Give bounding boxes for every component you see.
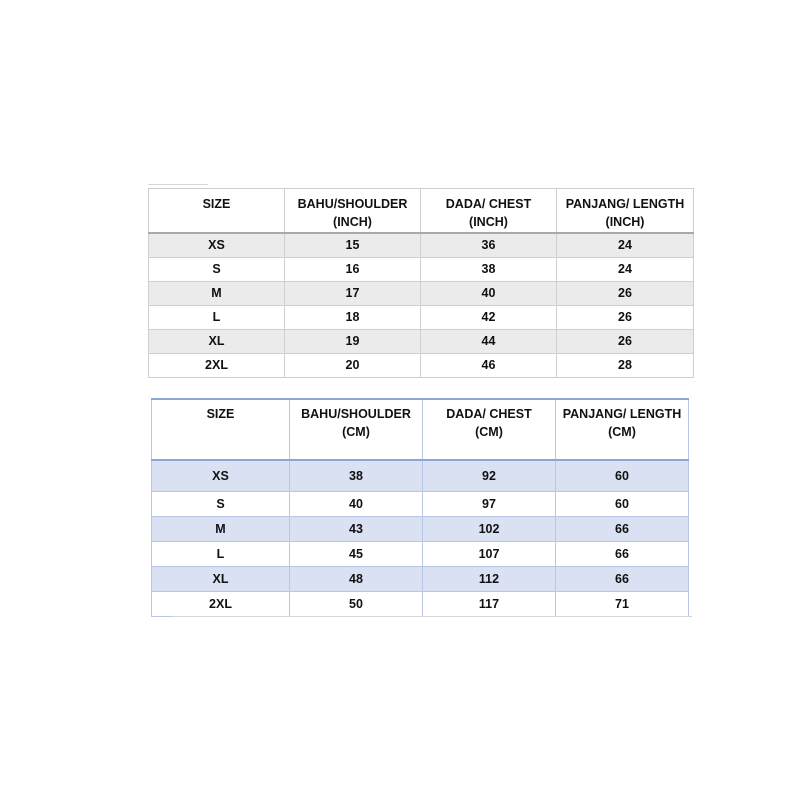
size-chart-inch-table [148,188,694,378]
length-cell: 26 [557,305,694,329]
length-cell: 26 [557,281,694,305]
size-cell: S [152,492,290,517]
chest-cell: 44 [421,329,557,353]
header-row [152,399,689,460]
shoulder-cell: 17 [285,281,421,305]
size-cell: 2XL [149,353,285,377]
header-size [152,399,290,460]
header-label: DADA/ CHEST [445,197,532,211]
header-chest [421,189,557,233]
table-row [152,492,689,517]
length-cell: 71 [556,592,689,617]
table-row [152,592,689,617]
header-unit: (INCH) [333,215,372,229]
chest-cell: 42 [421,305,557,329]
table-row [149,257,694,281]
chest-cell: 40 [421,281,557,305]
header-size [149,189,285,233]
size-cell: 2XL [152,592,290,617]
size-cell: XL [149,329,285,353]
length-cell: 66 [556,567,689,592]
size-cell: M [149,281,285,305]
table-row [149,233,694,258]
header-label: BAHU/SHOULDER [297,197,408,211]
table-row [149,305,694,329]
table-row [149,281,694,305]
shoulder-cell: 19 [285,329,421,353]
shoulder-cell: 20 [285,353,421,377]
size-chart-cm-table [151,398,689,617]
chest-cell: 107 [423,542,556,567]
size-cell: XL [152,567,290,592]
shoulder-cell: 45 [290,542,423,567]
table-row [149,353,694,377]
header-label: DADA/ CHEST [446,407,532,421]
size-cell: L [149,305,285,329]
size-cell: L [152,542,290,567]
shoulder-cell: 48 [290,567,423,592]
header-unit: (CM) [608,425,636,439]
bottom-rule [172,616,692,617]
header-chest [423,399,556,460]
header-shoulder [290,399,423,460]
header-row [149,189,694,233]
size-cell: S [149,257,285,281]
header-label: SIZE [202,197,231,211]
header-unit: (CM) [342,425,370,439]
header-unit: (CM) [475,425,503,439]
table-row [149,329,694,353]
header-label: BAHU/SHOULDER [301,407,411,421]
header-length [556,399,689,460]
header-length [557,189,694,233]
header-shoulder [285,189,421,233]
length-cell: 66 [556,542,689,567]
length-cell: 24 [557,257,694,281]
shoulder-cell: 16 [285,257,421,281]
length-cell: 28 [557,353,694,377]
header-unit: (INCH) [605,215,645,229]
size-cell: XS [149,233,285,258]
shoulder-cell: 50 [290,592,423,617]
shoulder-cell: 18 [285,305,421,329]
size-cell: XS [152,460,290,492]
chest-cell: 117 [423,592,556,617]
chest-cell: 92 [423,460,556,492]
header-label: SIZE [206,407,235,421]
shoulder-cell: 40 [290,492,423,517]
chest-cell: 38 [421,257,557,281]
length-cell: 60 [556,460,689,492]
header-label: PANJANG/ LENGTH [565,197,685,211]
length-cell: 60 [556,492,689,517]
length-cell: 26 [557,329,694,353]
chest-cell: 36 [421,233,557,258]
chest-cell: 46 [421,353,557,377]
chest-cell: 112 [423,567,556,592]
top-rule [148,184,208,185]
shoulder-cell: 38 [290,460,423,492]
chest-cell: 102 [423,517,556,542]
header-unit: (INCH) [469,215,508,229]
table-row [152,517,689,542]
table-row [152,567,689,592]
shoulder-cell: 43 [290,517,423,542]
shoulder-cell: 15 [285,233,421,258]
size-cell: M [152,517,290,542]
chest-cell: 97 [423,492,556,517]
header-label: PANJANG/ LENGTH [562,407,682,421]
length-cell: 24 [557,233,694,258]
table-row [152,542,689,567]
length-cell: 66 [556,517,689,542]
table-row [152,460,689,492]
